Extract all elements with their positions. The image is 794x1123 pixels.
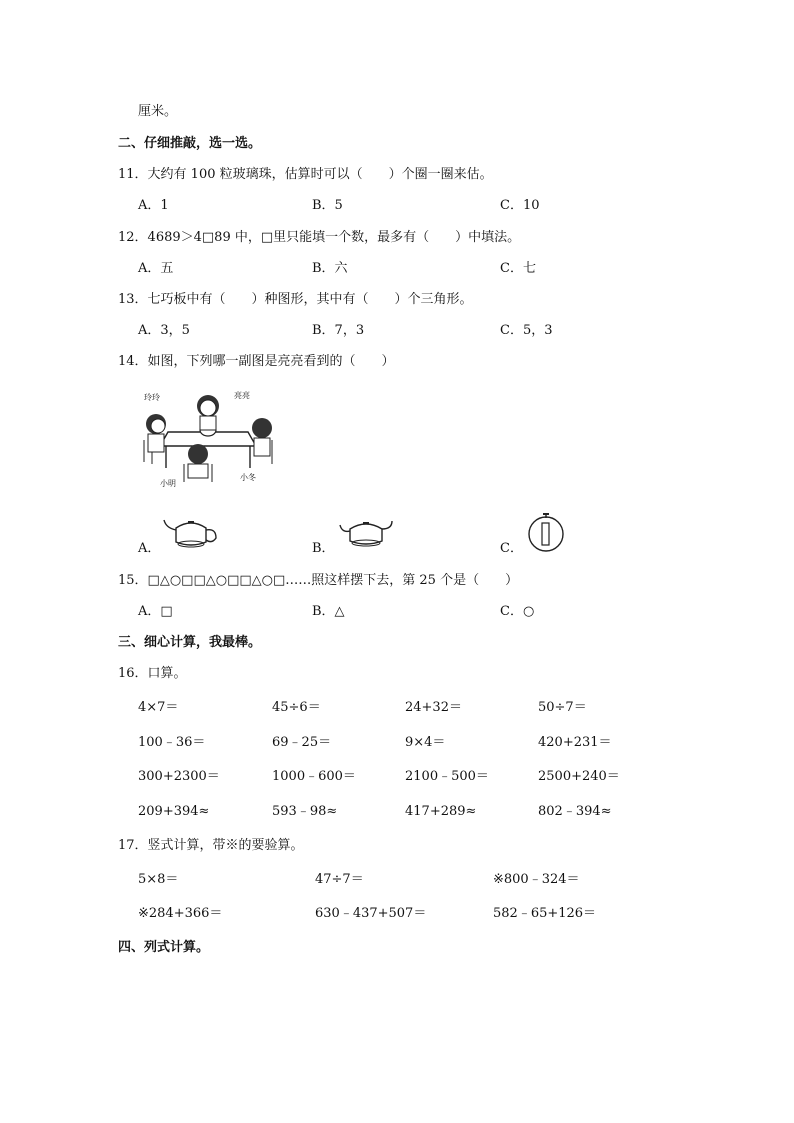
- vertical-calc-item: 5×8＝: [138, 872, 179, 887]
- question-11: 11．大约有 100 粒玻璃珠，估算时可以（ ）个圈一圈来估。: [118, 167, 493, 182]
- oral-calc-item: 802﹣394≈: [538, 804, 612, 819]
- q13-option-c[interactable]: C．5，3: [500, 323, 553, 338]
- vertical-calc-item: 630﹣437+507＝: [315, 906, 427, 921]
- q12-option-c[interactable]: C．七: [500, 261, 536, 276]
- question-14: 14．如图，下列哪一副图是亮亮看到的（ ）: [118, 354, 395, 369]
- q15-option-a[interactable]: A．□: [138, 604, 173, 619]
- teapot-side-view-icon: [338, 515, 394, 549]
- teapot-front-view-icon: [525, 511, 567, 553]
- oral-calc-item: 50÷7＝: [538, 700, 587, 715]
- figure-label-liangliang: 亮亮: [234, 391, 250, 400]
- q15-option-b[interactable]: B．△: [312, 604, 345, 619]
- question-17: 17．竖式计算，带※的要验算。: [118, 838, 304, 853]
- oral-calc-item: 24+32＝: [405, 700, 462, 715]
- q14-option-c[interactable]: C．: [500, 541, 523, 556]
- vertical-calc-item: 582﹣65+126＝: [493, 906, 597, 921]
- oral-calc-item: 300+2300＝: [138, 769, 220, 784]
- vertical-calc-item: ※800﹣324＝: [493, 872, 580, 887]
- vertical-calc-item: ※284+366＝: [138, 906, 223, 921]
- oral-calc-item: 593﹣98≈: [272, 804, 338, 819]
- oral-calc-item: 417+289≈: [405, 804, 477, 819]
- oral-calc-item: 2500+240＝: [538, 769, 620, 784]
- q12-option-b[interactable]: B．六: [312, 261, 348, 276]
- oral-calc-item: 1000﹣600＝: [272, 769, 356, 784]
- question-13: 13．七巧板中有（ ）种图形，其中有（ ）个三角形。: [118, 292, 473, 307]
- q15-option-c[interactable]: C．○: [500, 604, 535, 619]
- continuation-text: 厘米。: [138, 104, 178, 119]
- section-heading-2: 二、仔细推敲，选一选。: [118, 136, 262, 151]
- oral-calc-item: 69﹣25＝: [272, 735, 332, 750]
- teapot-side-view-icon: [162, 514, 220, 550]
- q11-option-a[interactable]: A．1: [138, 198, 169, 213]
- question-15: 15．□△○□□△○□□△○□……照这样摆下去，第 25 个是（ ）: [118, 573, 519, 588]
- section-heading-4: 四、列式计算。: [118, 940, 210, 955]
- oral-calc-item: 209+394≈: [138, 804, 210, 819]
- q12-option-a[interactable]: A．五: [138, 261, 174, 276]
- q11-option-b[interactable]: B．5: [312, 198, 343, 213]
- section-heading-3: 三、细心计算，我最棒。: [118, 635, 262, 650]
- q14-option-a[interactable]: A．: [138, 541, 161, 556]
- vertical-calc-item: 47÷7＝: [315, 872, 364, 887]
- q13-option-a[interactable]: A．3，5: [138, 323, 190, 338]
- oral-calc-item: 4×7＝: [138, 700, 179, 715]
- figure-label-lingling: 玲玲: [144, 393, 160, 402]
- question-16: 16．口算。: [118, 666, 187, 681]
- oral-calc-item: 45÷6＝: [272, 700, 321, 715]
- table-scene-figure: [138, 388, 278, 494]
- oral-calc-item: 2100﹣500＝: [405, 769, 489, 784]
- q11-option-c[interactable]: C．10: [500, 198, 540, 213]
- oral-calc-item: 9×4＝: [405, 735, 446, 750]
- q14-option-b[interactable]: B．: [312, 541, 335, 556]
- question-12: 12．4689＞4□89 中，□里只能填一个数，最多有（ ）中填法。: [118, 230, 521, 245]
- figure-label-xiaoming: 小明: [160, 479, 176, 488]
- figure-label-xiaodong: 小冬: [240, 473, 256, 482]
- oral-calc-item: 100﹣36＝: [138, 735, 206, 750]
- q13-option-b[interactable]: B．7，3: [312, 323, 365, 338]
- oral-calc-item: 420+231＝: [538, 735, 612, 750]
